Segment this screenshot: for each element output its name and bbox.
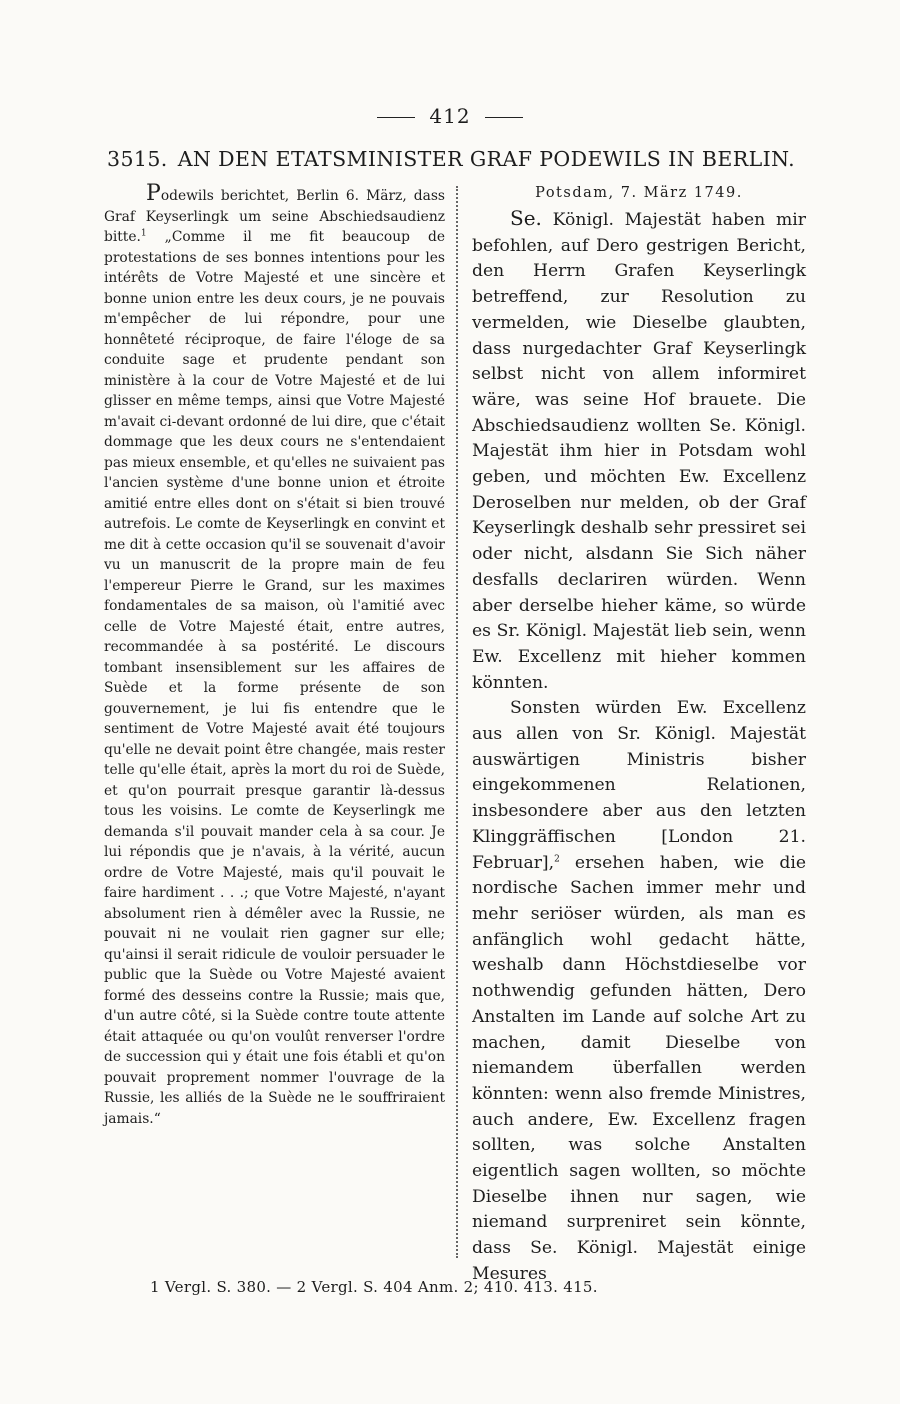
footnotes: 1 Vergl. S. 380. — 2 Vergl. S. 404 Anm. 2; 410. 413. 415. [150,1278,598,1296]
letter-paragraph-2-text-a: Sonsten würden Ew. Excellenz aus allen von Sr. Königl. Majestät auswärtigen Ministris bisher eingekommenen Relationen, insbesondere aber aus den letzten Klinggräffischen [London 21. Februar], [472,698,806,873]
page-number-right-rule [485,117,523,118]
column-divider [456,186,458,1258]
letter-paragraph-2-text-b: ersehen haben, wie die nordische Sachen immer mehr und mehr seriöser würden, als man es anfänglich wohl gedacht hätte, weshalb dann Höchstdieselbe vor nothwendig gefunden hätten, Dero Anstalten im Lande auf solche Art zu machen, damit Dieselbe von niemandem überfallen werden könnten: wenn also fremde Ministres, auch andere, Ew. Excellenz fragen sollten, was solche Anstalten eigentlich sagen wollten, so möchte Dieselbe ihnen nur sagen, wie niemand surpreniret sein könnte, dass Se. Königl. Majestät einige Mesures [472,852,806,1284]
page-number [0,104,900,128]
letter-paragraph-1-text: Königl. Majestät haben mir befohlen, auf Dero gestrigen Bericht, den Herrn Grafen Keyserlingk betreffend, zur Resolution zu vermelden, wie Dieselbe glaubten, dass nurgedachter Graf Keyserlingk selbst nicht von allem informiret wäre, was seine Hof brauete. Die Abschiedsaudienz wollten Se. Königl. Majestät ihm hier in Potsdam wohl geben, und möchten Ew. Excellenz Deroselben nur melden, ob der Graf Keyserlingk deshalb sehr pressiret sei oder nicht, alsdann Sie Sich näher desfalls declariren würden. Wenn aber derselbe hieher käme, so würde es Sr. Königl. Majestät lieb sein, wenn Ew. Excellenz mit hieher kommen könnten. [472,210,806,693]
letter-place-date: Potsdam, 7. März 1749. [535,185,743,201]
summary-quote: „Comme il me fit beaucoup de protestations de ses bonnes intentions pour les intérêts de Votre Majesté et une sincère et bonne union entre les deux cours, je ne pouvais m'empêcher de lui répondre, pour une honnêteté réciproque, de faire l'éloge de sa conduite sage et prudente pendant son ministère à la cour de Votre Majesté et de lui glisser en même temps, ainsi que Votre Majesté m'avait ci-devant ordonné de lui dire, que c'était dommage que les deux cours ne s'entendaient pas mieux ensemble, et qu'elles ne suivaient pas l'ancien système d'une bonne union et étroite amitié entre elles dont on s'était si bien trouvé autrefois. Le comte de Keyserlingk en convint et me dit à cette occasion qu'il se souvenait d'avoir vu un manuscrit de la propre main de feu l'empereur Pierre le Grand, sur les maximes fondamentales de sa maison, où l'amitié avec celle de Votre Majesté était, entre autres, recommandée à sa postérité. Le discours tombant insensiblement sur les affaires de Suède et la forme présente de son gouvernement, je lui fis entendre que le sentiment de Votre Majesté avait été toujours qu'elle ne devait point être changée, mais rester telle qu'elle était, après la mort du roi de Suède, et qu'on pourrait presque garantir là-dessus tous les voisins. Le comte de Keyserlingk me demanda s'il pouvait mander cela à sa cour. Je lui répondis que je n'avais, à la vérité, aucun ordre de Votre Majesté, mais qu'il pouvait le faire hardiment . . .; que Votre Majesté, n'ayant absolument rien à démêler avec la Russie, ne pouvait ni ne voulait rien gagner sur elle; qu'ainsi il serait ridicule de vouloir persuader le public que la Suède ou Votre Majesté avaient formé des desseins contre la Russie; mais que, d'un autre côté, si la Suède contre toute attente était attaquée ou qu'on voulût renverser l'ordre de succession qui y était une fois établi et qu'on pouvait proprement nommer l'ouvrage de la Russie, les alliés de la Suède ne le souffriraient jamais.“ [104,229,445,1127]
document-number: 3515. [107,147,168,171]
document-heading [107,147,807,171]
page-number-left-rule [377,117,415,118]
summary-intro: odewils berichtet, Berlin 6. März, dass Graf Keyserlingk um seine Abschiedsaudienz bitte. [104,188,445,245]
letter-paragraph-2 [472,696,806,1287]
summary-initial: P [146,181,161,206]
letter-paragraph-1 [472,206,806,696]
summary-paragraph [104,181,445,1129]
footnote-marker-2: 2 [554,853,560,864]
page-number-text: 412 [429,104,471,128]
letter-lead-word: Se. [510,206,542,230]
footnote-marker-1: 1 [140,228,147,239]
document-title: AN DEN ETATSMINISTER GRAF PODEWILS IN BERLIN. [177,147,796,171]
summary-column [104,181,445,1129]
letter-column [472,182,806,1288]
